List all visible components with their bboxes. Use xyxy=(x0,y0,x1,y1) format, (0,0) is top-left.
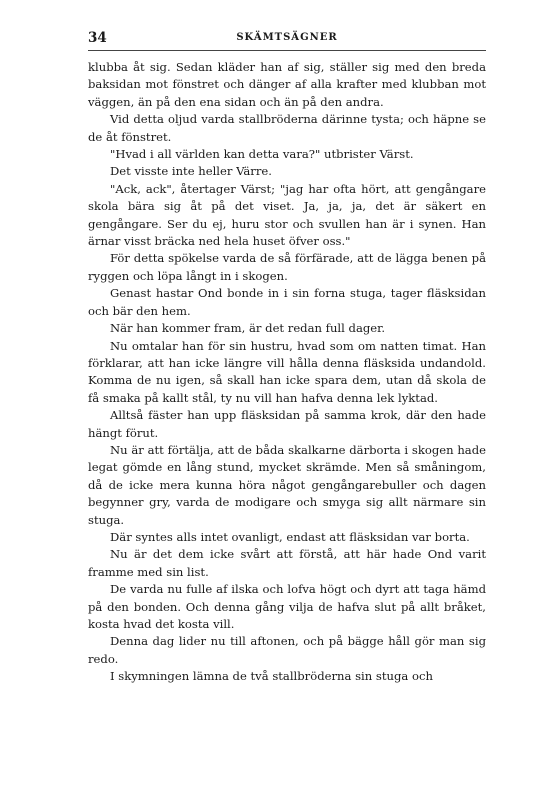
paragraph: Genast hastar Ond bonde in i sin forna stuga, tager fläsksidan och bär den hem. xyxy=(88,286,486,318)
paragraph: Nu är det dem icke svårt att förstå, att här hade Ond varit framme med sin list. xyxy=(88,547,486,579)
body-text xyxy=(88,59,486,686)
paragraph: De varda nu fulle af ilska och lofva högt och dyrt att taga hämd på den bonden. Och denna gång vilja de hafva slut på allt bråket, kosta hvad det kosta vill. xyxy=(88,582,486,631)
paragraph: Där syntes alls intet ovanligt, endast att fläsksidan var borta. xyxy=(110,529,470,544)
paragraph: Det visste inte heller Värre. xyxy=(110,164,272,179)
paragraph: Nu är att förtälja, att de båda skalkarne därborta i skogen hade legat gömde en lång stund, mycket skrämde. Men så småningom, då de icke mera kunna höra något gengångarebuller och dagen begynner gry, varda de modigare och smyga sig allt närmare sin stuga. xyxy=(88,442,486,527)
paragraph: När han kommer fram, är det redan full dager. xyxy=(110,321,386,336)
paragraph: Denna dag lider nu till aftonen, och på bägge håll gör man sig redo. xyxy=(88,634,486,666)
book-page xyxy=(88,30,486,686)
paragraph: Vid detta oljud varda stallbröderna därinne tysta; och häpne se de åt fönstret. xyxy=(88,112,486,144)
paragraph: "Ack, ack", återtager Värst; "jag har ofta hört, att gengångare skola bära sig åt på det viset. Ja, ja, ja, det är säkert en gengångare. Ser du ej, huru stor och svullen han är i synen. Han ärnar visst bräcka ned hela huset öfver oss." xyxy=(88,181,486,249)
running-title: SKÄMTSÄGNER xyxy=(236,32,338,43)
paragraph: I skymningen lämna de två stallbröderna sin stuga och xyxy=(110,669,433,684)
paragraph: Nu omtalar han för sin hustru, hvad som om natten timat. Han förklarar, att han icke längre vill hålla denna fläsksida undandold. Komma de nu igen, så skall han icke spara dem, utan då skola de få smaka på kallt stål, ty nu vill han hafva denna lek lyktad. xyxy=(88,338,486,405)
paragraph: klubba åt sig. Sedan kläder han af sig, ställer sig med den breda baksidan mot fönstret och dänger af alla krafter med klubban mot väggen, än på den ena sidan och än på den andra. xyxy=(88,60,486,109)
running-head xyxy=(88,30,486,51)
paragraph: Alltså fäster han upp fläsksidan på samma krok, där den hade hängt förut. xyxy=(88,408,486,440)
paragraph: "Hvad i all världen kan detta vara?" utbrister Värst. xyxy=(110,147,414,162)
page-number: 34 xyxy=(88,30,107,46)
paragraph: För detta spökelse varda de så förfärade, att de lägga benen på ryggen och löpa långt in i skogen. xyxy=(88,251,486,283)
